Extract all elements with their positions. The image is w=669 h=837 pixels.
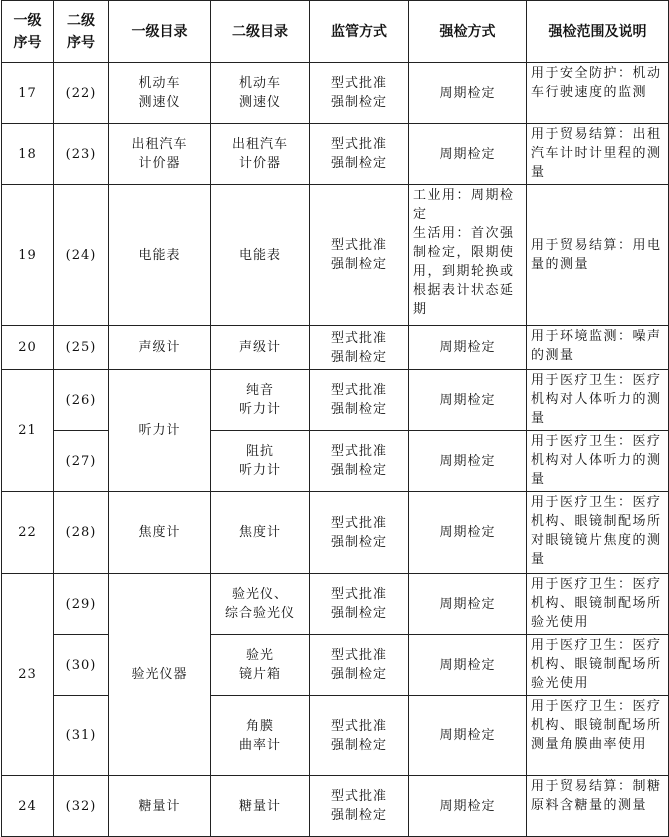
level1-directory: 糖量计 [109, 776, 211, 837]
level2-number: (26) [54, 370, 109, 431]
level1-number: 17 [2, 63, 54, 124]
level2-directory: 糖量计 [211, 776, 310, 837]
inspection-method: 周期检定 [409, 635, 527, 696]
scope-description: 用于环境监测：噪声的测量 [527, 326, 669, 370]
header-row [2, 1, 669, 63]
level2-directory: 焦度计 [211, 492, 310, 574]
inspection-method: 周期检定 [409, 492, 527, 574]
level1-directory: 听力计 [109, 370, 211, 492]
header-inspection-method: 强检方式 [409, 1, 527, 63]
level1-directory: 声级计 [109, 326, 211, 370]
level1-number: 24 [2, 776, 54, 837]
scope-description: 用于医疗卫生：医疗机构、眼镜制配场所测量角膜曲率使用 [527, 696, 669, 776]
header-level2-number: 二级 序号 [54, 1, 109, 63]
inspection-method: 周期检定 [409, 124, 527, 185]
table-row [2, 124, 669, 185]
supervision-method: 型式批准 强制检定 [310, 696, 409, 776]
table-row [2, 370, 669, 431]
level1-number: 18 [2, 124, 54, 185]
level1-number: 23 [2, 574, 54, 776]
table-row [2, 574, 669, 635]
scope-description: 用于医疗卫生：医疗机构、眼镜制配场所对眼镜镜片焦度的测量 [527, 492, 669, 574]
supervision-method: 型式批准 强制检定 [310, 370, 409, 431]
scope-description: 用于安全防护：机动车行驶速度的监测 [527, 63, 669, 124]
inspection-method: 周期检定 [409, 63, 527, 124]
level1-directory: 验光仪器 [109, 574, 211, 776]
scope-description: 用于医疗卫生：医疗机构对人体听力的测量 [527, 431, 669, 492]
supervision-method: 型式批准 强制检定 [310, 574, 409, 635]
level1-number: 20 [2, 326, 54, 370]
level2-number: (32) [54, 776, 109, 837]
level2-directory: 角膜 曲率计 [211, 696, 310, 776]
table-row [2, 776, 669, 837]
supervision-method: 型式批准 强制检定 [310, 776, 409, 837]
header-level1-number: 一级 序号 [2, 1, 54, 63]
scope-description: 用于贸易结算：出租汽车计时计里程的测量 [527, 124, 669, 185]
header-level1-directory: 一级目录 [109, 1, 211, 63]
supervision-method: 型式批准 强制检定 [310, 63, 409, 124]
level2-number: (27) [54, 431, 109, 492]
header-level2-directory: 二级目录 [211, 1, 310, 63]
inspection-method: 周期检定 [409, 370, 527, 431]
header-scope-description: 强检范围及说明 [527, 1, 669, 63]
supervision-method: 型式批准 强制检定 [310, 326, 409, 370]
scope-description: 用于贸易结算：用电量的测量 [527, 185, 669, 326]
inspection-method: 工业用：周期检定 生活用：首次强制检定，限期使用，到期轮换或根据表计状态延期 [409, 185, 527, 326]
level1-number: 19 [2, 185, 54, 326]
inspection-method: 周期检定 [409, 574, 527, 635]
supervision-method: 型式批准 强制检定 [310, 492, 409, 574]
level2-number: (29) [54, 574, 109, 635]
level2-number: (24) [54, 185, 109, 326]
metrology-instrument-table [1, 0, 669, 837]
table-row [2, 431, 669, 492]
scope-description: 用于医疗卫生：医疗机构、眼镜制配场所验光使用 [527, 574, 669, 635]
level2-number: (31) [54, 696, 109, 776]
scope-description: 用于医疗卫生：医疗机构、眼镜制配场所验光使用 [527, 635, 669, 696]
supervision-method: 型式批准 强制检定 [310, 635, 409, 696]
inspection-method: 周期检定 [409, 696, 527, 776]
level2-number: (25) [54, 326, 109, 370]
level2-directory: 出租汽车 计价器 [211, 124, 310, 185]
level1-directory: 机动车 测速仪 [109, 63, 211, 124]
level2-directory: 验光 镜片箱 [211, 635, 310, 696]
inspection-method: 周期检定 [409, 431, 527, 492]
level2-number: (28) [54, 492, 109, 574]
scope-description: 用于医疗卫生：医疗机构对人体听力的测量 [527, 370, 669, 431]
table-row [2, 326, 669, 370]
level1-directory: 焦度计 [109, 492, 211, 574]
level2-directory: 机动车 测速仪 [211, 63, 310, 124]
level1-number: 22 [2, 492, 54, 574]
scope-description: 用于贸易结算：制糖原料含糖量的测量 [527, 776, 669, 837]
level2-directory: 验光仪、 综合验光仪 [211, 574, 310, 635]
level2-number: (23) [54, 124, 109, 185]
level2-directory: 阻抗 听力计 [211, 431, 310, 492]
table-row [2, 63, 669, 124]
level1-directory: 出租汽车 计价器 [109, 124, 211, 185]
level2-number: (22) [54, 63, 109, 124]
level2-directory: 纯音 听力计 [211, 370, 310, 431]
table-row [2, 635, 669, 696]
table-row [2, 696, 669, 776]
supervision-method: 型式批准 强制检定 [310, 185, 409, 326]
level2-number: (30) [54, 635, 109, 696]
table-row [2, 492, 669, 574]
level1-number: 21 [2, 370, 54, 492]
inspection-method: 周期检定 [409, 776, 527, 837]
table-row [2, 185, 669, 326]
header-supervision-method: 监管方式 [310, 1, 409, 63]
level2-directory: 声级计 [211, 326, 310, 370]
inspection-method: 周期检定 [409, 326, 527, 370]
supervision-method: 型式批准 强制检定 [310, 124, 409, 185]
level2-directory: 电能表 [211, 185, 310, 326]
supervision-method: 型式批准 强制检定 [310, 431, 409, 492]
level1-directory: 电能表 [109, 185, 211, 326]
